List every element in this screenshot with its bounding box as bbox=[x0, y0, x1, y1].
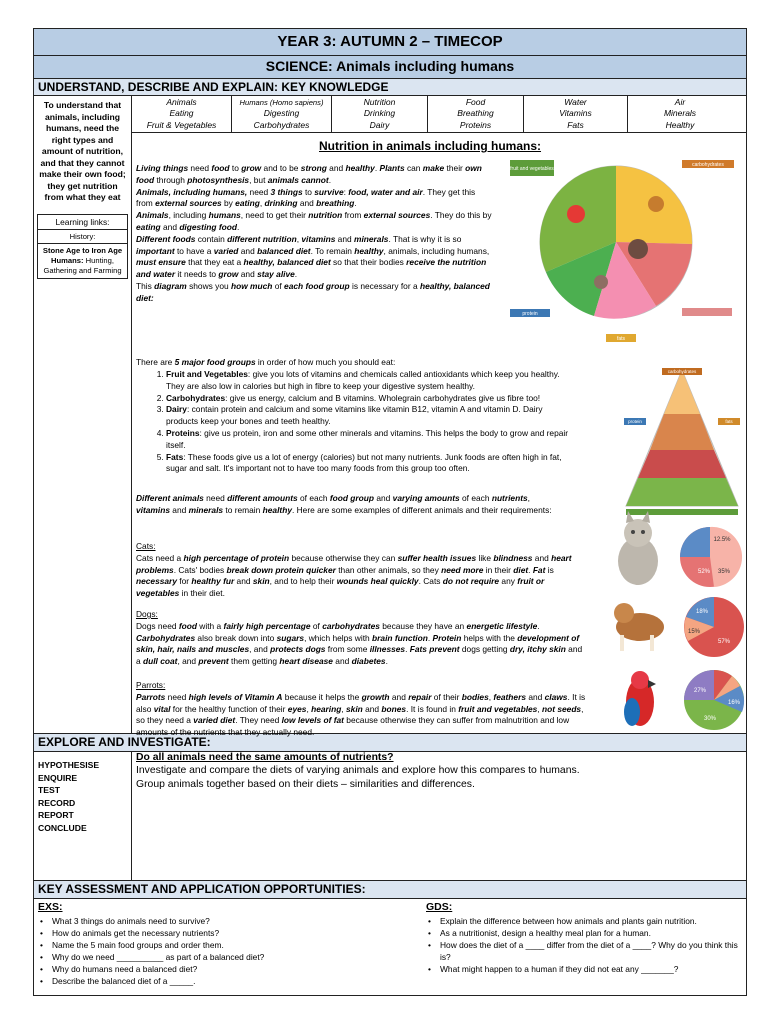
assessment-section bbox=[34, 899, 746, 995]
vocab-cell bbox=[428, 96, 524, 132]
parrot-diet-figure bbox=[610, 666, 746, 734]
food-group-item bbox=[166, 369, 572, 393]
gds-item: • Explain the difference between how animals and plants gain nutrition. bbox=[426, 915, 742, 927]
food-group-item bbox=[166, 428, 572, 452]
gds-title: GDS: bbox=[426, 901, 453, 913]
food-group-item bbox=[166, 393, 572, 405]
parrot-pie-value: 30% bbox=[703, 716, 717, 722]
eatwell-plate-illustration bbox=[506, 154, 746, 354]
enquiry-step: ENQUIRE bbox=[38, 772, 78, 783]
enquiry-step: TEST bbox=[38, 785, 60, 795]
page-subtitle: SCIENCE: Animals including humans bbox=[265, 58, 515, 74]
vocab-word: Nutrition bbox=[363, 97, 396, 107]
dogs-paragraph: Dogs: Dogs need food with a fairly high percentage of carbohydrates because they have an energetic lifestyle. Carbohydrates also break down into sugars, which helps with brain function. Protein helps with the development of skin, hair, nails and muscles, and protects dogs from some illnesses. Fats prevent dogs getting dry, itchy skin and a dull coat, and prevent them getting heart disease and diabetes. bbox=[136, 609, 583, 667]
vocab-word: Air bbox=[674, 97, 686, 107]
dairy-tag bbox=[682, 308, 732, 316]
enquiry-step: CONCLUDE bbox=[38, 822, 87, 833]
food-group-text: : give you lots of vitamins and chemicals called antioxidants which keep you healthy. They are also low in calories but high in fibre to keep your digestive system healthy. bbox=[166, 369, 560, 391]
learning-links-title: Learning links: bbox=[38, 215, 127, 230]
vocab-word: Breathing bbox=[457, 108, 494, 119]
vocab-cell bbox=[232, 96, 332, 132]
enquiry-steps bbox=[34, 752, 132, 880]
dog-diet-figure bbox=[610, 591, 746, 663]
learning-links-subject: History: bbox=[38, 230, 127, 244]
vocab-word: Drinking bbox=[363, 108, 396, 119]
food-group-item bbox=[166, 452, 572, 476]
vocab-word: Healthy bbox=[665, 119, 695, 130]
food-groups-list bbox=[152, 369, 572, 475]
food-group-text: : These foods give us a lot of energy (calories) but not many nutrients. Junk foods are often high in fat, sugar and salt. It's important not to have too many foods from this group too often. bbox=[166, 451, 562, 474]
vocab-word: Fruit & Vegetables bbox=[146, 119, 217, 130]
objective-column bbox=[34, 96, 132, 733]
cat-pie-value: 12.5% bbox=[713, 537, 731, 543]
intro-paragraph: Living things need food to grow and to be strong and healthy. Plants can make their own food through photosynthesis, but animals cannot. Animals, including humans, need 3 things to survive: food, water and air. They get this from external sources by eating, drinking and breathing. Animals, including humans, need to get their nutrition from external sources. They do this by eating and digesting food. Different foods contain different nutrition, vitamins and minerals. That is why it is so important to have a varied and balanced diet. To remain healthy, animals, including humans, must ensure that they eat a healthy, balanced diet so that their bodies receive the nutrition and water it needs to grow and stay alive. This diagram shows you how much of each food group is necessary for a healthy, balanced diet: bbox=[136, 163, 492, 303]
cat-diet-figure bbox=[610, 511, 746, 589]
vocab-cell bbox=[524, 96, 628, 132]
plate-label-fats: fats bbox=[616, 336, 626, 342]
knowledge-organiser bbox=[33, 28, 747, 996]
dog-pie-value: 57% bbox=[717, 639, 731, 645]
exs-column bbox=[34, 899, 422, 995]
exs-item: • How do animals get the necessary nutrients? bbox=[38, 927, 418, 939]
food-group-item bbox=[166, 404, 572, 428]
key-knowledge-heading: UNDERSTAND, DESCRIBE AND EXPLAIN: KEY KNOWLEDGE bbox=[34, 79, 746, 96]
plate-label-fruit: fruit and vegetables bbox=[510, 166, 554, 172]
investigation-line: Investigate and compare the diets of varying animals and explore how this compares to humans. bbox=[136, 765, 580, 776]
vocab-word: Minerals bbox=[663, 108, 697, 119]
exs-item: • Describe the balanced diet of a _____. bbox=[38, 975, 418, 987]
food-group-text: : give us energy, calcium and B vitamins. Wholegrain carbohydrates give us fibre too! bbox=[225, 392, 541, 403]
knowledge-main bbox=[132, 96, 746, 738]
enquiry-step: HYPOTHESISE bbox=[38, 760, 100, 770]
assessment-heading: KEY ASSESSMENT AND APPLICATION OPPORTUNITIES: bbox=[34, 881, 746, 899]
food-groups-intro bbox=[136, 357, 576, 369]
vocab-cell bbox=[628, 96, 732, 132]
parrot-pie-value: 27% bbox=[693, 688, 707, 694]
food-group-text: : give us protein, iron and some other minerals and vitamins. This helps the body to grow and repair itself. bbox=[166, 427, 569, 450]
pyramid-label-carbs: carbohydrates bbox=[667, 369, 697, 374]
exs-item: • Why do humans need a balanced diet? bbox=[38, 963, 418, 975]
gds-column bbox=[422, 899, 746, 995]
cat-pie-slice bbox=[710, 527, 742, 587]
vocabulary-grid bbox=[132, 96, 746, 133]
title-bar bbox=[34, 29, 746, 79]
vocab-word: Food bbox=[465, 97, 486, 107]
plate-label-carbs: carbohydrates bbox=[692, 162, 724, 168]
food-group-name: Dairy bbox=[166, 404, 187, 415]
gds-item: • What might happen to a human if they did not eat any _______? bbox=[426, 963, 742, 975]
investigation-line: Group animals together based on their diets – similarities and differences. bbox=[136, 779, 475, 790]
parrots-paragraph: Parrots: Parrots need high levels of Vitamin A because it helps the growth and repair of their bodies, feathers and claws. It is also vital for the healthy function of their eyes, hearing, skin and bones. It is found in fruit and vegetables, not seeds, so they need a varied diet. They need low levels of fat because otherwise they can suffer from malnutrition and low amounts of the nutrients that they actually need. bbox=[136, 680, 586, 738]
learning-links-box bbox=[37, 214, 128, 279]
food-pyramid-illustration bbox=[622, 366, 742, 516]
explore-section bbox=[34, 752, 746, 881]
parrot-pie-value: 16% bbox=[727, 700, 741, 706]
gds-item: • How does the diet of a ____ differ from the diet of a ____? Why do you think this is? bbox=[426, 939, 742, 963]
vocab-word: Proteins bbox=[459, 119, 492, 130]
food-group-name: Proteins bbox=[166, 427, 200, 438]
cats-heading: Cats: bbox=[136, 541, 156, 551]
nutrition-heading: Nutrition in animals including humans: bbox=[319, 139, 542, 153]
links-bold: Stone Age to Iron Age Humans: bbox=[42, 245, 123, 265]
vocab-word: Dairy bbox=[369, 119, 390, 130]
exs-item: • Name the 5 main food groups and order them. bbox=[38, 939, 418, 951]
learning-objective: To understand that animals, including humans, need the right types and amount of nutrition, and that they cannot make their own food; they get nutrition from what they eat bbox=[39, 100, 126, 202]
vocab-cell bbox=[332, 96, 428, 132]
exs-item: • What 3 things do animals need to survive? bbox=[38, 915, 418, 927]
food-group-name: Carbohydrates bbox=[166, 392, 226, 403]
cats-paragraph: Cats: Cats need a high percentage of protein because otherwise they can suffer health issues like blindness and heart problems. Cats' bodies break down protein quicker than other animals, so they need more in their diet. Fat is necessary for healthy fur and skin, and to help their wounds heal quickly. Cats do not require any fruit or vegetables in their diet. bbox=[136, 541, 572, 599]
food-group-name: Fruit and Vegetables bbox=[166, 369, 248, 379]
vocab-word: Humans (Homo sapiens) bbox=[239, 98, 324, 107]
cat-pie-protein bbox=[680, 527, 710, 557]
vocab-word: Digesting bbox=[263, 108, 300, 119]
vocab-word: Fats bbox=[567, 119, 584, 130]
learning-links-text bbox=[38, 244, 127, 278]
investigation-title: Do all animals need the same amounts of nutrients? bbox=[136, 752, 394, 763]
enquiry-step: REPORT bbox=[38, 810, 74, 820]
key-knowledge-section bbox=[34, 96, 746, 738]
vocab-cell bbox=[132, 96, 232, 132]
cat-pie-value: 35% bbox=[717, 569, 731, 575]
food-group-text: : contain protein and calcium and some vitamins like vitamin B12, vitamin A and vitamin D. Dairy products keep your bones and teeth healthy. bbox=[166, 404, 543, 427]
gds-item: • As a nutritionist, design a healthy meal plan for a human. bbox=[426, 927, 742, 939]
vocab-word: Water bbox=[564, 97, 587, 107]
parrot-pie-other bbox=[684, 670, 714, 700]
pyramid-label-fats: fats bbox=[725, 419, 733, 424]
vocab-word: Animals bbox=[166, 97, 197, 107]
enquiry-step: RECORD bbox=[38, 797, 76, 808]
pyramid-label-protein: protein bbox=[628, 419, 642, 424]
cat-pie-value: 52% bbox=[697, 569, 711, 575]
exs-item: • Why do we need __________ as part of a balanced diet? bbox=[38, 951, 418, 963]
food-group-name: Fats bbox=[166, 451, 184, 462]
plate-label-protein: protein bbox=[522, 311, 538, 317]
different-animals-paragraph: Different animals need different amounts of each food group and varying amounts of each nutrients, vitamins and minerals to remain healthy. Here are some examples of different animals and their requirements: bbox=[136, 493, 552, 515]
gds-list bbox=[426, 915, 742, 975]
vocab-word: Carbohydrates bbox=[253, 119, 310, 130]
page-title: YEAR 3: AUTUMN 2 – TIMECOP bbox=[34, 29, 746, 56]
vocab-word: Vitamins bbox=[559, 108, 592, 119]
exs-title: EXS: bbox=[38, 901, 63, 913]
links-plain: Hunting, Gathering and Farming bbox=[43, 255, 122, 275]
vocab-word: Eating bbox=[169, 108, 194, 119]
dog-pie-value: 15% bbox=[687, 629, 701, 635]
exs-list bbox=[38, 915, 418, 987]
food-groups-lead: There are 5 major food groups in order of how much you should eat: bbox=[136, 357, 396, 367]
parrots-heading: Parrots: bbox=[136, 680, 166, 690]
dogs-heading: Dogs: bbox=[136, 609, 158, 619]
explore-heading: EXPLORE AND INVESTIGATE: bbox=[34, 734, 746, 752]
investigation-question bbox=[132, 752, 746, 880]
dog-pie-value: 18% bbox=[695, 609, 709, 615]
